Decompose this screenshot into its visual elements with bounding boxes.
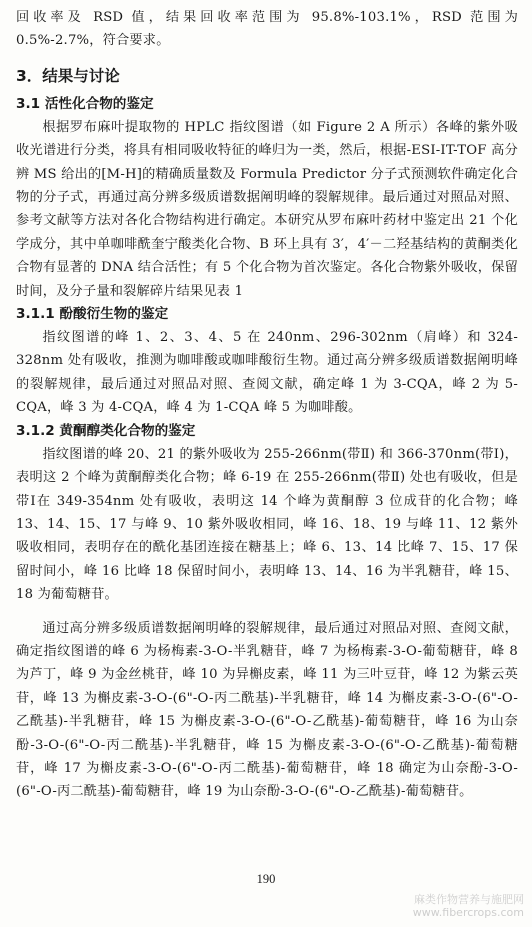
page-content xyxy=(16,6,518,804)
section-3-1-1-paragraph-block xyxy=(16,326,518,420)
section-heading-results: 3．结果与讨论 xyxy=(16,66,120,85)
section-heading-3-1: 3.1 活性化合物的鉴定 xyxy=(16,95,154,112)
section-heading-3-1-2: 3.1.2 黄酮醇类化合物的鉴定 xyxy=(16,422,196,439)
section-3-1-2-paragraph-block-2 xyxy=(16,617,518,804)
section-3-1-2-paragraph-2: 通过高分辨多级质谱数据阐明峰的裂解规律，最后通过对照品对照、查阅文献，确定指纹图谱的峰 6 为杨梅素-3-O-半乳糖苷，峰 7 为杨梅素-3-O-葡萄糖苷，峰 8 为芦丁，峰 9 为金丝桃苷，峰 10 为异槲皮素，峰 11 为三叶豆苷，峰 12 为紫云英苷，峰 13 为槲皮素-3-O-(6"-O-丙二酰基)-半乳糖苷，峰 14 为槲皮素-3-O-(6"-O-乙酰基)-半乳糖苷，峰 15 为槲皮素-3-O-(6"-O-乙酰基)-葡萄糖苷，峰 16 为山奈酚-3-O-(6"-O-丙二酰基)-半乳糖苷，峰 15 为槲皮素-3-O-(6"-O-乙酰基)-葡萄糖苷，峰 17 为槲皮素-3-O-(6"-O-丙二酰基)-葡萄糖苷，峰 18 确定为山奈酚-3-O-(6"-O-丙二酰基)-葡萄糖苷，峰 19 为山奈酚-3-O-(6"-O-乙酰基)-葡萄糖苷。 xyxy=(16,620,518,800)
watermark-line-2: www.fibercrops.com xyxy=(412,906,524,919)
section-3-1-2-paragraph-block-1 xyxy=(16,443,518,607)
section-3-1-paragraph-block xyxy=(16,116,518,303)
section-3-1-paragraph: 根据罗布麻叶提取物的 HPLC 指纹图谱（如 Figure 2 A 所示）各峰的紫外吸收光谱进行分类，将具有相同吸收特征的峰归为一类，然后，根据-ESI-IT-TOF 高分辨 MS 给出的[M-H]的精确质量数及 Formula Predictor 分子式预测软件确定化合物的分子式，再通过高分辨多级质谱数据阐明峰的裂解规律。最后通过对照品对照、参考文献等方法对各化合物结构进行确定。本研究从罗布麻叶药材中鉴定出 21 个化学成分，其中单咖啡酰奎宁酸类化合物、B 环上具有 3′，4′－二羟基结构的黄酮类化合物有显著的 DNA 结合活性；有 5 个化合物为首次鉴定。各化合物紫外吸收，保留时间，及分子量和裂解碎片结果见表 1 xyxy=(16,119,518,299)
page-number: 190 xyxy=(256,872,276,886)
paragraph-gap xyxy=(16,607,518,617)
section-3-1-2-paragraph-1: 指纹图谱的峰 20、21 的紫外吸收为 255-266nm(带Ⅱ) 和 366-370nm(带Ⅰ)，表明这 2 个峰为黄酮醇类化合物；峰 6-19 在 255-266nm(带Ⅱ) 处也有吸收，但是带Ⅰ在 349-354nm 处有吸收，表明这 14 个峰为黄酮醇 3 位成苷的化合物；峰 13、14、15、17 与峰 9、10 紫外吸收相同，峰 16、18、19 与峰 11、12 紫外吸收相同，表明存在的酰化基团连接在糖基上；峰 6、13、14 比峰 7、15、17 保留时间小，峰 16 比峰 18 保留时间小，表明峰 13、14、16 为半乳糖苷，峰 15、18 为葡萄糖苷。 xyxy=(16,446,518,603)
section-heading-3-1-1: 3.1.1 酚酸衍生物的鉴定 xyxy=(16,306,169,323)
watermark xyxy=(413,893,524,919)
section-3-1-1-paragraph: 指纹图谱的峰 1、2、3、4、5 在 240nm、296-302nm（肩峰）和 324-328nm 处有吸收，推测为咖啡酸或咖啡酸衍生物。通过高分辨多级质谱数据阐明峰的裂解规律，最后通过对照品对照、查阅文献，确定峰 1 为 3-CQA，峰 2 为 5-CQA，峰 3 为 4-CQA，峰 4 为 1-CQA 峰 5 为咖啡酸。 xyxy=(16,330,518,416)
watermark-line-1: 麻类作物营养与施肥网 xyxy=(414,893,524,906)
intro-paragraph-block xyxy=(16,6,518,53)
intro-paragraph: 回收率及 RSD 值，结果回收率范围为 95.8%-103.1%，RSD 范围为 0.5%-2.7%，符合要求。 xyxy=(16,10,518,49)
